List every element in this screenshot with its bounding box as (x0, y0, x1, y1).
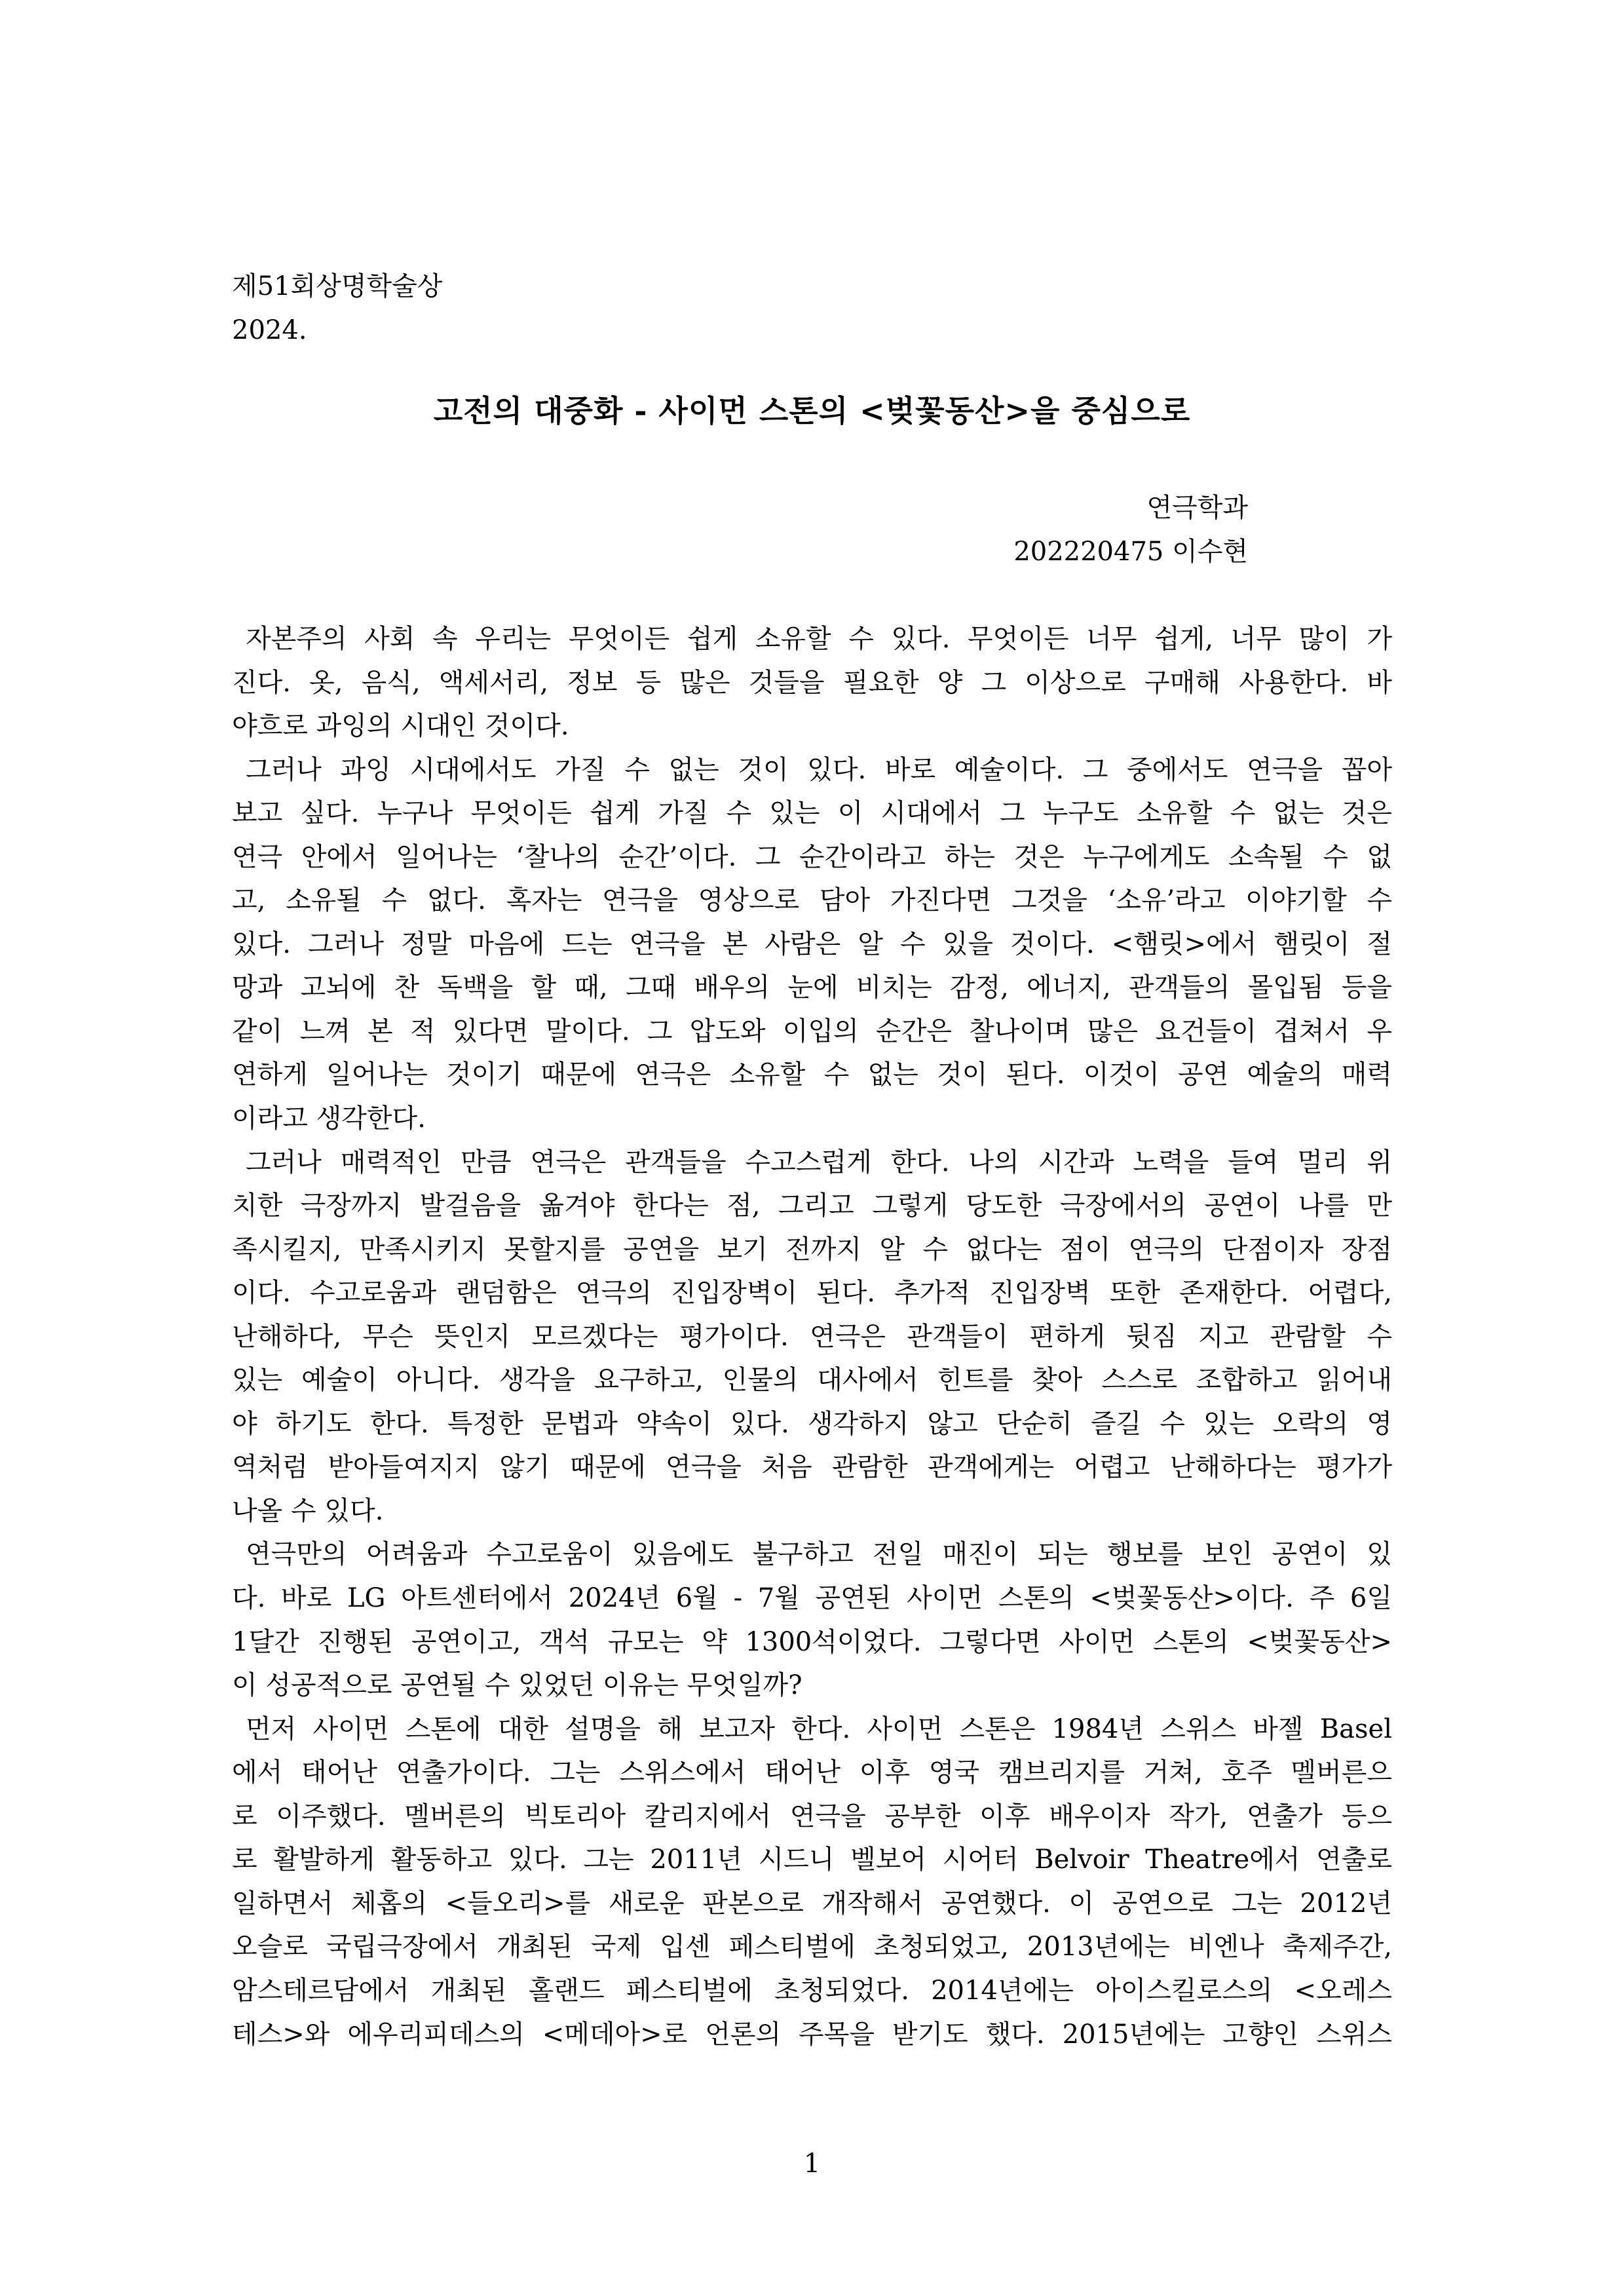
body-text-line: 고, 소유될 수 없다. 혹자는 연극을 영상으로 담아 가진다면 그것을 ‘소유’라고 이야기할 수 (232, 885, 1392, 916)
page-number: 1 (803, 2149, 821, 2179)
body-text-line: 로 활발하게 활동하고 있다. 그는 2011년 시드니 벨보어 시어터 Belvoir Theatre에서 연출로 (232, 1845, 1392, 1875)
body-text-line: 연하게 일어나는 것이기 때문에 연극은 소유할 수 없는 것이 된다. 이것이 공연 예술의 매력 (232, 1060, 1392, 1090)
body-text-line: 로 이주했다. 멜버른의 빅토리아 칼리지에서 연극을 공부한 이후 배우이자 작가, 연출가 등으 (232, 1801, 1392, 1831)
body-text-line: 진다. 옷, 음식, 액세서리, 정보 등 많은 것들을 필요한 양 그 이상으로 구매해 사용한다. 바 (232, 667, 1392, 698)
body-text-line: 이라고 생각한다. (232, 1103, 426, 1134)
body-text-line: 이다. 수고로움과 랜덤함은 연극의 진입장벽이 된다. 추가적 진입장벽 또한 존재한다. 어렵다, (232, 1278, 1392, 1309)
body-text-line: 있는 예술이 아니다. 생각을 요구하고, 인물의 대사에서 힌트를 찾아 스스로 조합하고 읽어내 (232, 1365, 1392, 1396)
author-department: 연극학과 (1146, 493, 1248, 523)
body-text-line: 그러나 과잉 시대에서도 가질 수 없는 것이 있다. 바로 예술이다. 그 중에서도 연극을 꼽아 (246, 754, 1392, 785)
body-text-line: 먼저 사이먼 스톤에 대한 설명을 해 보고자 한다. 사이먼 스톤은 1984년 스위스 바젤 Basel (246, 1713, 1392, 1744)
body-text-line: 같이 느껴 본 적 있다면 말이다. 그 압도와 이입의 순간은 찰나이며 많은 요건들이 겹쳐서 우 (232, 1016, 1392, 1046)
body-text-line: 이 성공적으로 공연될 수 있었던 이유는 무엇일까? (232, 1670, 803, 1701)
body-text-line: 그러나 매력적인 만큼 연극은 관객들을 수고스럽게 한다. 나의 시간과 노력을 들여 멀리 위 (246, 1147, 1392, 1177)
document-header (232, 265, 1392, 352)
body-text-line: 자본주의 사회 속 우리는 무엇이든 쉽게 소유할 수 있다. 무엇이든 너무 쉽게, 너무 많이 가 (246, 624, 1392, 654)
body-text-line: 나올 수 있다. (232, 1495, 384, 1526)
body-text-line: 망과 고뇌에 찬 독백을 할 때, 그때 배우의 눈에 비치는 감정, 에너지, 관객들의 몰입됨 등을 (232, 972, 1392, 1003)
body-text-line: 난해하다, 무슨 뜻인지 모르겠다는 평가이다. 연극은 관객들이 편하게 뒷짐 지고 관람할 수 (232, 1321, 1392, 1352)
body-text-line: 야흐로 과잉의 시대인 것이다. (232, 711, 569, 742)
body-text-line: 역처럼 받아들여지지 않기 때문에 연극을 처음 관람한 관객에게는 어렵고 난해하다는 평가가 (232, 1452, 1392, 1483)
author-id-name: 202220475 이수현 (1013, 536, 1248, 567)
body-text-line: 1달간 진행된 공연이고, 객석 규모는 약 1300석이었다. 그렇다면 사이먼 스톤의 <벚꽃동산> (232, 1626, 1392, 1657)
body-text-line: 연극 안에서 일어나는 ‘찰나의 순간’이다. 그 순간이라고 하는 것은 누구에게도 소속될 수 없 (232, 841, 1392, 872)
body-text-line: 족시킬지, 만족시키지 못할지를 공연을 보기 전까지 알 수 없다는 점이 연극의 단점이자 장점 (232, 1234, 1392, 1265)
body-text-line: 보고 싶다. 누구나 무엇이든 쉽게 가질 수 있는 이 시대에서 그 누구도 소유할 수 없는 것은 (232, 798, 1392, 829)
document-body (232, 617, 1392, 2056)
author-block (232, 486, 1392, 573)
body-text-line: 야 하기도 한다. 특정한 문법과 약속이 있다. 생각하지 않고 단순히 즐길 수 있는 오락의 영 (232, 1408, 1392, 1439)
header-year-line: 2024. (232, 315, 307, 345)
body-text-line: 있다. 그러나 정말 마음에 드는 연극을 본 사람은 알 수 있을 것이다. <햄릿>에서 햄릿이 절 (232, 928, 1392, 959)
body-text-line: 에서 태어난 연출가이다. 그는 스위스에서 태어난 이후 영국 캠브리지를 거쳐, 호주 멜버른으 (232, 1757, 1392, 1788)
body-text-line: 암스테르담에서 개최된 홀랜드 페스티벌에 초청되었다. 2014년에는 아이스킬로스의 <오레스 (232, 1975, 1392, 2006)
header-award-line: 제51회상명학술상 (232, 271, 443, 301)
body-text-line: 다. 바로 LG 아트센터에서 2024년 6월 - 7월 공연된 사이먼 스톤의 <벚꽃동산>이다. 주 6일 (232, 1583, 1392, 1614)
body-text-line: 테스>와 에우리피데스의 <메데아>로 언론의 주목을 받기도 했다. 2015년에는 고향인 스위스 (232, 2019, 1392, 2050)
body-text-line: 오슬로 국립극장에서 개최된 국제 입센 페스티벌에 초청되었고, 2013년에는 비엔나 축제주간, (232, 1932, 1392, 1962)
body-text-line: 연극만의 어려움과 수고로움이 있음에도 불구하고 전일 매진이 되는 행보를 보인 공연이 있 (246, 1539, 1392, 1570)
body-text-line: 치한 극장까지 발걸음을 옮겨야 한다는 점, 그리고 그렇게 당도한 극장에서의 공연이 나를 만 (232, 1191, 1392, 1221)
body-text-line: 일하면서 체홉의 <들오리>를 새로운 판본으로 개작해서 공연했다. 이 공연으로 그는 2012년 (232, 1888, 1392, 1919)
document-title: 고전의 대중화 - 사이먼 스톤의 <벚꽃동산>을 중심으로 (433, 393, 1191, 429)
